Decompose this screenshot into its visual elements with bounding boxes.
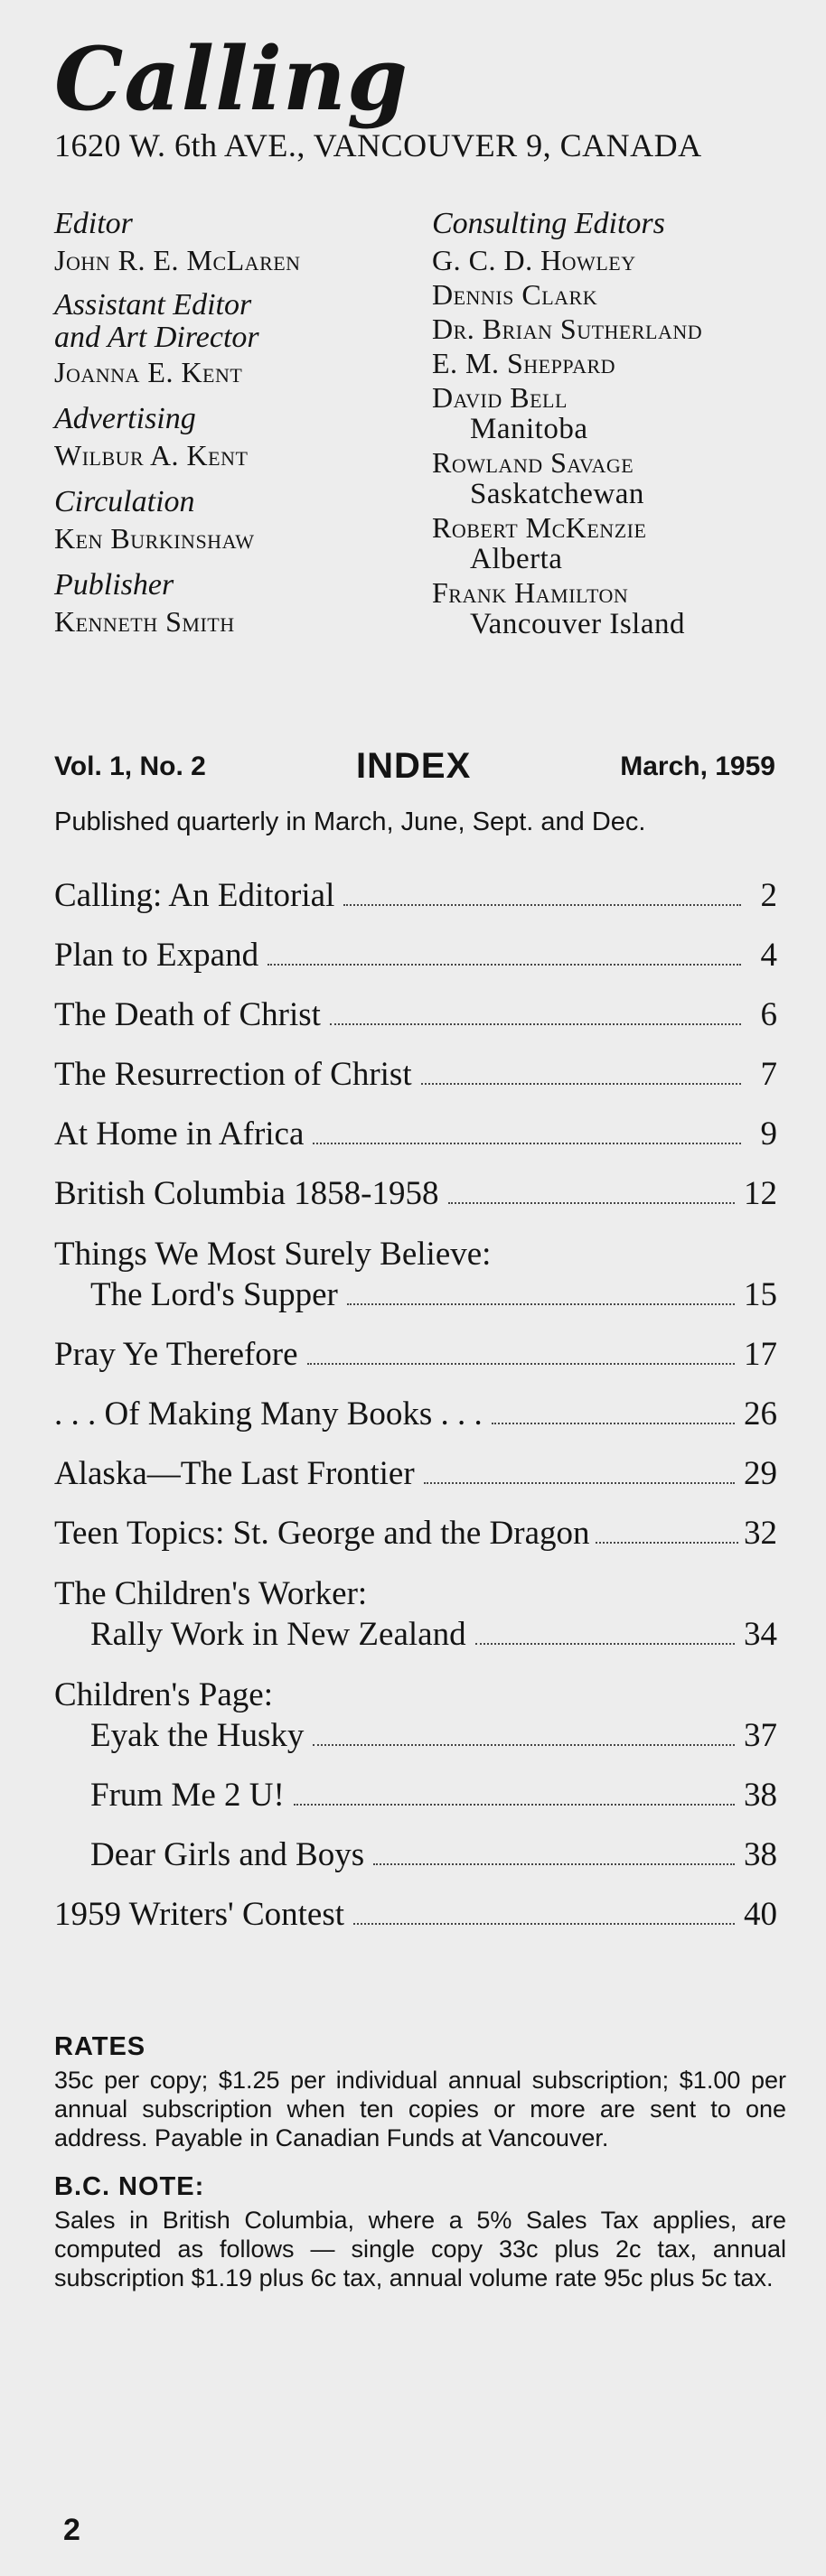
person-name: David Bell (432, 381, 568, 414)
dot-leader (313, 1142, 741, 1144)
person-with-location (432, 381, 812, 444)
staff-column-right (432, 206, 812, 639)
toc-title: The Death of Christ (54, 996, 321, 1033)
bc-note-heading: B.C. NOTE: (54, 2172, 205, 2201)
toc-title: Plan to Expand (54, 937, 259, 974)
toc-title: The Lord's Supper (90, 1276, 338, 1313)
person-name: Wilbur A. Kent (54, 439, 249, 471)
toc-page: 38 (744, 1836, 777, 1873)
toc-title: . . . Of Making Many Books . . . (54, 1395, 483, 1433)
index-title: INDEX (356, 746, 472, 786)
person-name: Rowland Savage (432, 446, 634, 479)
person-location: Vancouver Island (470, 608, 686, 640)
volume-number: Vol. 1, No. 2 (54, 751, 206, 781)
toc-title: The Resurrection of Christ (54, 1056, 412, 1093)
toc-page: 37 (744, 1717, 777, 1754)
rates-heading: RATES (54, 2032, 146, 2061)
rates-section (54, 2032, 786, 2312)
toc-page: 17 (744, 1336, 777, 1373)
person-name: G. C. D. Howley (432, 244, 636, 276)
person-name: Robert McKenzie (432, 511, 647, 544)
dot-leader (347, 1302, 735, 1305)
role-label: Circulation (54, 485, 195, 518)
toc-title: Eyak the Husky (90, 1717, 305, 1754)
toc-title: 1959 Writers' Contest (54, 1896, 345, 1933)
toc-entry[interactable] (54, 1895, 777, 1955)
dot-leader (353, 1922, 735, 1925)
person-with-location (432, 446, 812, 509)
toc-title: Pray Ye Therefore (54, 1336, 298, 1373)
dot-leader (475, 1642, 735, 1645)
person-name: Frank Hamilton (432, 576, 629, 609)
toc-entry[interactable] (54, 1275, 777, 1335)
staff-column-left (54, 206, 416, 639)
dot-leader (373, 1862, 735, 1865)
toc-entry[interactable] (54, 1716, 777, 1776)
person-name: Dr. Brian Sutherland (432, 313, 703, 345)
dot-leader (448, 1201, 736, 1204)
toc-page: 9 (760, 1115, 777, 1153)
toc-section-heading: Things We Most Surely Believe: (54, 1236, 492, 1273)
dot-leader (421, 1082, 741, 1085)
consulting-editors-heading: Consulting Editors (432, 207, 665, 240)
person-name: Kenneth Smith (54, 605, 235, 638)
toc-title: Frum Me 2 U! (90, 1777, 285, 1814)
dot-leader (330, 1022, 741, 1025)
person-name: John R. E. McLaren (54, 244, 301, 276)
person-with-location (432, 511, 812, 574)
role-label: Publisher (54, 568, 174, 602)
masthead (54, 28, 777, 164)
bc-note-text: Sales in British Columbia, where a 5% Sales Tax applies, are computed as follows — single copy 33c plus 2c tax, annual subscription $1.19 plus 6c tax, annual volume rate 95c plus 5c tax. (54, 2207, 786, 2291)
toc-entry[interactable] (54, 1835, 777, 1895)
toc-entry[interactable] (54, 936, 777, 995)
toc-section-heading: The Children's Worker: (54, 1575, 368, 1612)
toc-page: 29 (744, 1455, 777, 1492)
toc-title: British Columbia 1858-1958 (54, 1175, 439, 1212)
dot-leader (424, 1481, 735, 1484)
role-label: and Art Director (54, 321, 259, 354)
toc-page: 7 (760, 1056, 777, 1093)
person-name: Dennis Clark (432, 278, 598, 311)
publication-schedule: Published quarterly in March, June, Sept. and Dec. (54, 807, 646, 836)
rates-text: 35c per copy; $1.25 per individual annual subscription; $1.00 per annual subscription when ten copies or more are sent to one address. Payable in Canadian Funds at Vancouver. (54, 2067, 786, 2151)
person-name: E. M. Sheppard (432, 347, 616, 379)
person-name: Joanna E. Kent (54, 356, 243, 388)
dot-leader (307, 1362, 735, 1365)
toc-entry[interactable] (54, 1115, 777, 1174)
toc-title: Teen Topics: St. George and the Dragon (54, 1515, 590, 1552)
toc-entry[interactable] (54, 876, 777, 936)
publisher-address: 1620 W. 6th AVE., VANCOUVER 9, CANADA (54, 127, 702, 163)
toc-section-heading: Children's Page: (54, 1676, 273, 1713)
toc-entry[interactable] (54, 1776, 777, 1835)
person-with-location (432, 576, 812, 639)
role-label: Editor (54, 207, 133, 240)
person-location: Manitoba (470, 413, 588, 445)
dot-leader (492, 1422, 735, 1424)
page-number: 2 (63, 2513, 80, 2547)
toc-page: 4 (760, 937, 777, 974)
person-name: Ken Burkinshaw (54, 522, 255, 555)
dot-leader (313, 1743, 735, 1746)
toc-title: Dear Girls and Boys (90, 1836, 365, 1873)
toc-page: 34 (744, 1616, 777, 1653)
toc-page: 2 (760, 877, 777, 914)
table-of-contents (54, 876, 777, 1955)
person-location: Saskatchewan (470, 478, 644, 510)
role-label: Assistant Editor (54, 288, 252, 322)
toc-entry[interactable] (54, 1335, 777, 1395)
toc-entry[interactable] (54, 995, 777, 1055)
index-header (54, 746, 775, 791)
toc-title: Alaska—The Last Frontier (54, 1455, 415, 1492)
toc-entry[interactable] (54, 1454, 777, 1514)
toc-title: At Home in Africa (54, 1115, 305, 1153)
toc-entry[interactable] (54, 1174, 777, 1234)
toc-page: 32 (744, 1515, 777, 1552)
dot-leader (294, 1803, 735, 1806)
toc-title: Rally Work in New Zealand (90, 1616, 466, 1653)
toc-entry[interactable] (54, 1514, 777, 1573)
toc-title: Calling: An Editorial (54, 877, 335, 914)
person-location: Alberta (470, 543, 563, 575)
issue-date: March, 1959 (620, 751, 775, 781)
toc-entry[interactable] (54, 1055, 777, 1115)
toc-page: 15 (744, 1276, 777, 1313)
toc-page: 12 (744, 1175, 777, 1212)
dot-leader (343, 903, 741, 906)
toc-page: 40 (744, 1896, 777, 1933)
dot-leader (596, 1541, 738, 1544)
toc-page: 26 (744, 1395, 777, 1433)
magazine-logo: Calling (54, 28, 408, 130)
toc-entry[interactable] (54, 1395, 777, 1454)
role-label: Advertising (54, 402, 196, 435)
toc-page: 6 (760, 996, 777, 1033)
dot-leader (268, 963, 741, 966)
toc-entry[interactable] (54, 1615, 777, 1675)
toc-page: 38 (744, 1777, 777, 1814)
